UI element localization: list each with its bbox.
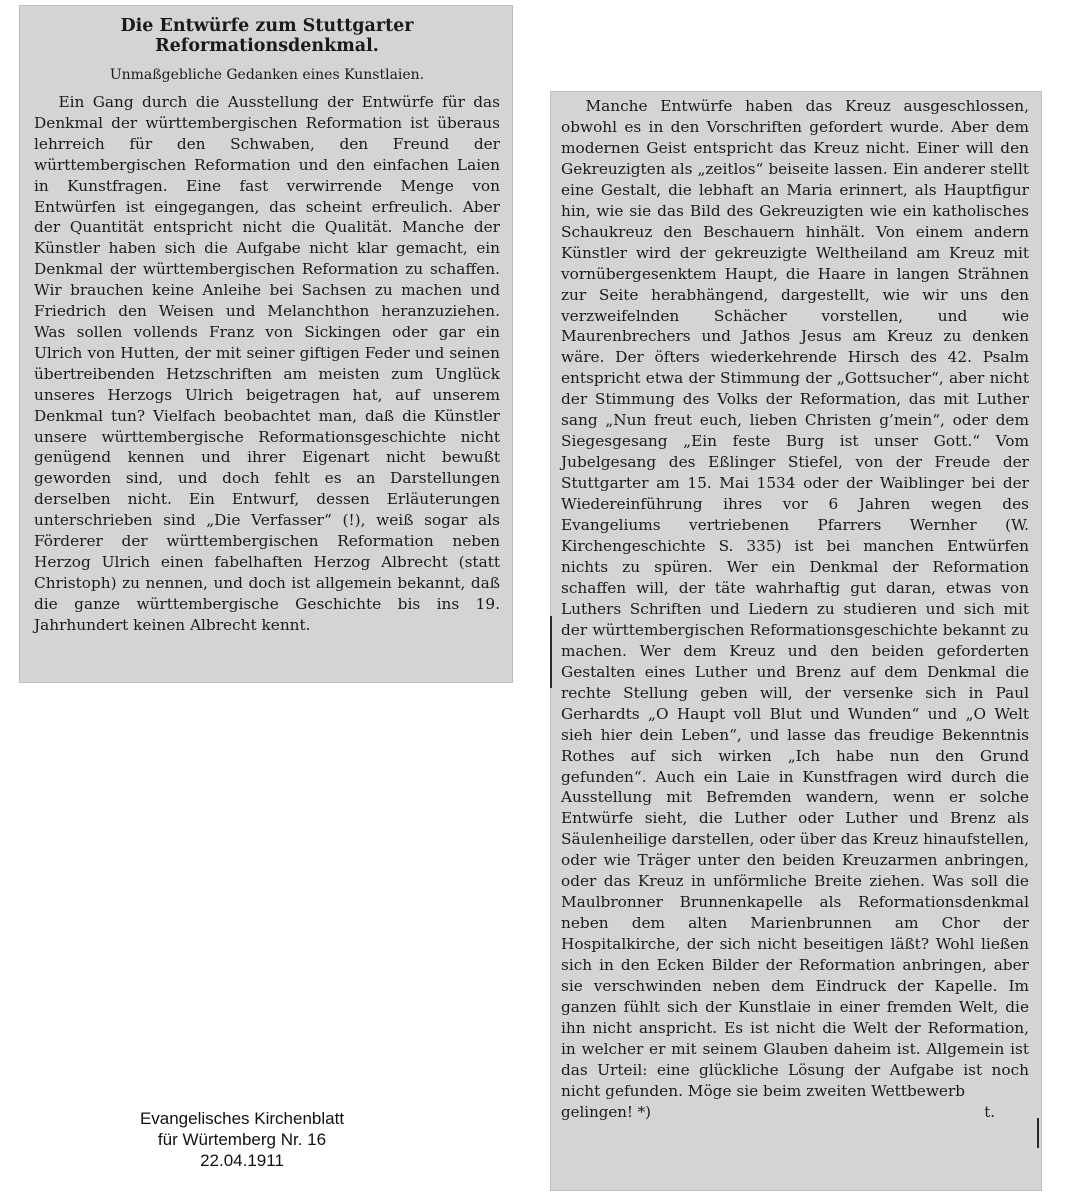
caption-publication: Evangelisches Kirchenblatt <box>139 1109 345 1128</box>
article-right-column-text: Manche Entwürfe haben das Kreuz ausgeschlossen, obwohl es in den Vorschriften gefordert wurde. Aber dem modernen Geist entspricht das Kreuz nicht. Einer will den Gekreuzigten als „zeitlos“ beiseite lassen. Ein anderer stellt eine Gestalt, die lebhaft an Maria erinnert, als Hauptfigur hin, wie sie das Bild des Gekreuzigten wie ein katholisches Schaukreuz den Beschauern hinhält. Von einem andern Künstler wird der gekreuzigte Weltheiland am Kreuz mit vornübergesenktem Haupt, die Haare in langen Strähnen zur Seite herabhängend, dargestellt, wie wir uns den verzweifelnden Schächer vorstellen, und wie Maurenbrechers und Jathos Jesus am Kreuz zu denken wäre. Der öfters wiederkehrende Hirsch des 42. Psalm entspricht etwa der Stimmung der „Gottsucher“, aber nicht der Stimmung des Volks der Reformation, das mit Luther sang „Nun freut euch, lieben Christen g’mein“, oder dem Siegesgesang „Ein feste Burg ist unser Gott.“ Vom Jubelgesang des Eßlinger Stiefel, von der Freude der Stuttgarter am 15. Mai 1534 oder der Waiblinger bei der Wiedereinführung ihres vor 6 Jahren wegen des Evangeliums vertriebenen Pfarrers Wernher (W. Kirchengeschichte S. 335) ist bei manchen Entwürfen nichts zu spüren. Wer ein Denkmal der Reformation schaffen will, der täte wahrhaftig gut daran, etwas von Luthers Schriften und Liedern zu studieren und sich mit der württembergischen Reformationsgeschichte bekannt zu machen. Wer dem Kreuz und den beiden geforderten Gestalten eines Luther und Brenz auf dem Denkmal die rechte Stellung geben will, der versenke sich in Paul Gerhardts „O Haupt voll Blut und Wunden“ und „O Welt sieh hier dein Leben“, und lasse das freudige Bekenntnis Rothes auf sich wirken „Ich habe nun den Grund gefunden“. Auch ein Laie in Kunstfragen wird durch die Ausstellung mit Befremden wandern, wenn er solche Entwürfe sieht, die Luther oder Luther und Brenz als Säulenheilige darstellen, oder über das Kreuz hinaufstellen, oder wie Träger unter den beiden Kreuzarmen anbringen, oder das Kreuz in unförmliche Breite ziehen. Was soll die Maulbronner Brunnenkapelle als Reformationsdenkmal neben dem alten Marienbrunnen am Chor der Hospitalkirche, der sich nicht beseitigen läßt? Wohl ließen sich in den Ecken Bilder der Reformation anbringen, aber sie verschwinden neben dem Eindruck der Kapelle. Im ganzen fühlt sich der Kunstlaie in einer fremden Welt, die ihn nicht anspricht. Es ist nicht die Welt der Reformation, in welcher er mit seinem Glauben daheim ist. Allgemein ist das Urteil: eine glückliche Lösung der Aufgabe ist noch nicht gefunden. Möge sie beim zweiten Wettbewerb <box>561 97 1029 1100</box>
article-closing-text: gelingen! *) <box>561 1102 652 1121</box>
article-headline: Die Entwürfe zum Stuttgarter Reformationsdenkmal. <box>120 16 414 56</box>
pencil-margin-mark-icon <box>550 616 552 688</box>
article-left-column-text: Ein Gang durch die Ausstellung der Entwürfe für das Denkmal der württembergischen Reformation ist überaus lehrreich für den Schwaben, den Freund der württembergischen Reformation und den einfachen Laien in Kunstfragen. Eine fast verwirrende Menge von Entwürfen ist eingegangen, das scheint erfreulich. Aber der Quantität entspricht nicht die Qualität. Manche der Künstler haben sich die Aufgabe nicht klar gemacht, ein Denkmal der württembergischen Reformation zu schaffen. Wir brauchen keine Anleihe bei Sachsen zu machen und Friedrich den Weisen und Melanchthon heranzuziehen. Was sollen vollends Franz von Sickingen oder gar ein Ulrich von Hutten, der mit seiner giftigen Feder und seinen übertreibenden Hetzschriften am meisten zum Unglück unseres Herzogs Ulrich beigetragen hat, auf unserem Denkmal tun? Vielfach beobachtet man, daß die Künstler unsere württembergische Reformationsgeschichte nicht genügend kennen und ihrer Eigenart nicht bewußt geworden sind, und doch fehlt es an Darstellungen derselben nicht. Ein Entwurf, dessen Erläuterungen unterschrieben sind „Die Verfasser“ (!), weiß sogar als Förderer der württembergischen Reformation neben Herzog Ulrich einen fabelhaften Herzog Albrecht (statt Christoph) zu nennen, und doch ist allgemein bekannt, daß die ganze württembergische Geschichte bis ins 19. Jahrhundert keinen Albrecht kennt. <box>34 93 500 634</box>
pencil-margin-mark-icon <box>1037 1118 1039 1148</box>
article-subheadline: Unmaßgebliche Gedanken eines Kunstlaien. <box>109 67 425 83</box>
article-closing-line <box>561 1102 1029 1122</box>
caption-date: 22.04.1911 <box>200 1151 284 1170</box>
article-signature: t. <box>984 1102 995 1121</box>
article-clipping-left <box>20 6 512 682</box>
source-caption <box>122 1108 362 1171</box>
caption-issue: für Würtemberg Nr. 16 <box>157 1130 327 1149</box>
article-clipping-right <box>551 92 1041 1190</box>
